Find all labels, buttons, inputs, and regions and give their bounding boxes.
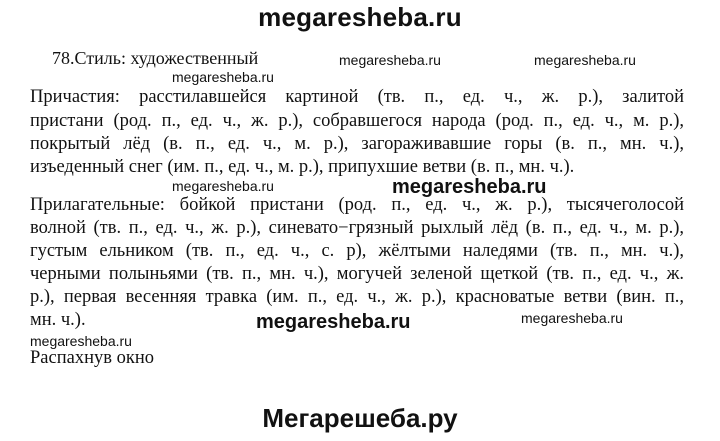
text-line: изъеденный снег (им. п., ед. ч., м. р.), припухшие ветви (в. п., мн. ч.). [30,157,575,177]
header-watermark: megaresheba.ru [258,2,462,32]
text-line: черными полыньями (тв. п., мн. ч.), могучей зеленой щеткой (тв. п., ед. ч., ж. [30,264,684,284]
text-line: волной (тв. п., ед. ч., ж. р.), синевато−грязный рыхлый лёд (в. п., ед. ч., м. р.), [30,218,684,238]
text-line: Распахнув окно [30,348,154,368]
text-line: Причастия: расстилавшейся картиной (тв. п., ед. ч., ж. р.), залитой [30,87,684,107]
watermark-small: megaresheba.ru [30,333,132,349]
watermark-small: megaresheba.ru [521,310,623,326]
text-line: Прилагательные: бойкой пристани (род. п., ед. ч., ж. р.), тысячеголосой [30,195,684,215]
watermark-small: megaresheba.ru [534,52,636,68]
watermark-small: megaresheba.ru [339,52,441,68]
text-line: покрытый лёд (в. п., ед. ч., м. р.), загораживавшие горы (в. п., мн. ч.), [30,134,684,154]
text-line: густым ельником (тв. п., ед. ч., с. р), жёлтыми наледями (тв. п., мн. ч.), [30,241,684,261]
footer-watermark: Мегарешеба.ру [262,403,458,433]
text-line: мн. ч.). [30,310,86,330]
watermark-small: megaresheba.ru [172,69,274,85]
text-line: р.), первая весенняя травка (им. п., ед. ч., ж. р.), красноватые ветви (вин. п., [30,287,684,307]
watermark-mid: megaresheba.ru [392,176,547,198]
watermark-mid: megaresheba.ru [256,311,411,333]
watermark-small: megaresheba.ru [172,178,274,194]
text-line: пристани (род. п., ед. ч., ж. р.), собравшегося народа (род. п., ед. ч., м. р.), [30,111,684,131]
exercise-title: 78.Стиль: художественный [52,48,259,68]
